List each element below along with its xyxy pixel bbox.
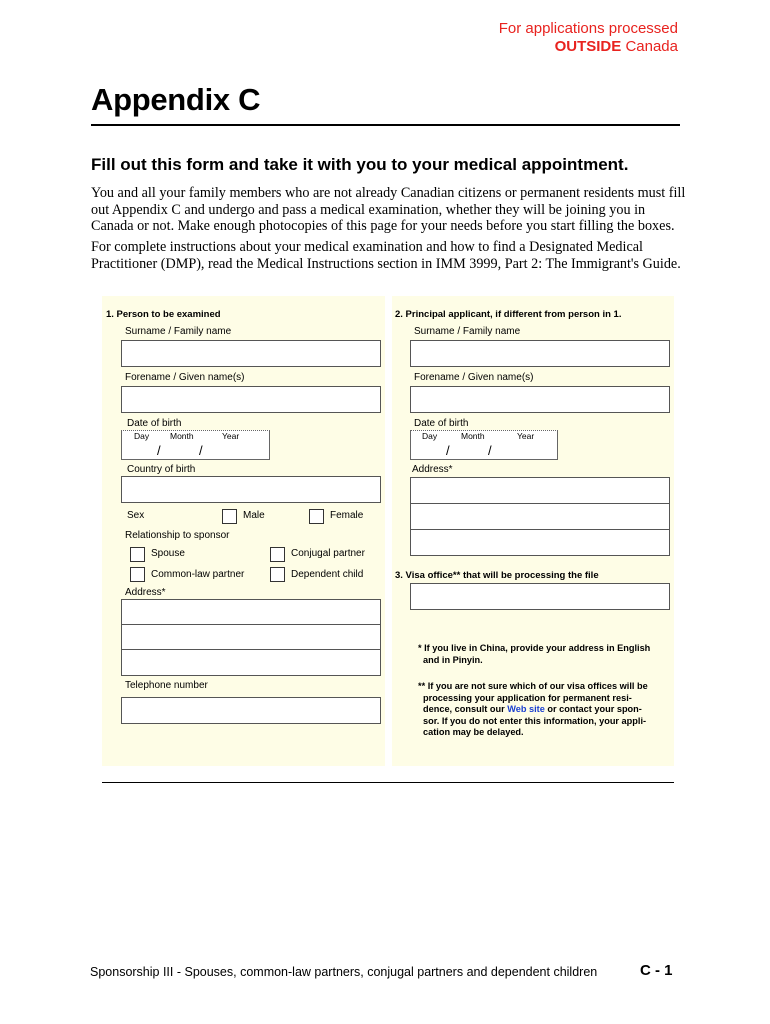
- dob-year-label: Year: [222, 431, 240, 441]
- male-label: Male: [243, 510, 265, 521]
- processing-note: [499, 20, 678, 56]
- china-address-note: [418, 643, 673, 666]
- dob-label: Date of birth: [127, 418, 182, 429]
- dob-day-label: Day: [134, 431, 150, 441]
- section-1-title: 1. Person to be examined: [106, 309, 221, 320]
- visa-office-input[interactable]: [410, 583, 670, 610]
- country-label: Country of birth: [127, 464, 196, 475]
- web-site-link[interactable]: Web site: [507, 704, 545, 714]
- address-label: Address*: [125, 587, 166, 598]
- dependent-checkbox[interactable]: [270, 567, 285, 582]
- instructions-paragraph: For complete instructions about your medical examination and how to find a Designated Medical Practitioner (DMP), read the Medical Instructions section in IMM 3999, Part 2: The Immigrant's Guide.: [91, 239, 681, 272]
- address-line-2[interactable]: [121, 624, 381, 650]
- intro-paragraph: You and all your family members who are not already Canadian citizens or permanent residents must fill out Appendix C and undergo and pass a medical examination, whether they will be joining you in Canada or not. Make enough photocopies of this page for your needs before you start filling the boxes.: [91, 185, 686, 234]
- canada-word: Canada: [621, 38, 678, 55]
- pa-dob-year-label: Year: [517, 431, 535, 441]
- pa-forename-input[interactable]: [410, 386, 670, 413]
- pa-address-label: Address*: [412, 464, 453, 475]
- title-divider: [91, 124, 680, 126]
- common-law-checkbox[interactable]: [130, 567, 145, 582]
- section-3-title: 3. Visa office** that will be processing the file: [395, 570, 599, 581]
- pa-dob-label: Date of birth: [414, 418, 469, 429]
- dependent-label: Dependent child: [291, 569, 364, 580]
- pa-surname-input[interactable]: [410, 340, 670, 367]
- sex-label: Sex: [127, 510, 145, 521]
- spouse-checkbox[interactable]: [130, 547, 145, 562]
- pa-dob-slash-1: /: [446, 443, 450, 458]
- address-line-1[interactable]: [121, 599, 381, 625]
- conjugal-checkbox[interactable]: [270, 547, 285, 562]
- dob-slash-2: /: [199, 443, 203, 458]
- country-input[interactable]: [121, 476, 381, 503]
- pa-forename-label: Forename / Given name(s): [414, 372, 534, 383]
- processing-note-line1: For applications processed: [498, 20, 678, 37]
- surname-input[interactable]: [121, 340, 381, 367]
- conjugal-label: Conjugal partner: [291, 548, 365, 559]
- pa-address-line-1[interactable]: [410, 477, 670, 504]
- telephone-input[interactable]: [121, 697, 381, 724]
- visa-note-line5: cation may be delayed.: [423, 727, 524, 737]
- pa-dob-slash-2: /: [488, 443, 492, 458]
- common-law-label: Common-law partner: [151, 569, 245, 580]
- visa-office-note: [418, 681, 673, 739]
- pa-surname-label: Surname / Family name: [414, 326, 521, 337]
- page-number: C - 1: [640, 962, 673, 979]
- relationship-label: Relationship to sponsor: [125, 530, 230, 541]
- pa-dob-day-label: Day: [422, 431, 438, 441]
- visa-note-line3: [418, 704, 673, 716]
- pa-dob-month-label: Month: [461, 431, 485, 441]
- visa-note-line3-start: dence, consult our: [423, 704, 508, 714]
- male-checkbox[interactable]: [222, 509, 237, 524]
- pa-address-line-2[interactable]: [410, 503, 670, 530]
- dob-month-label: Month: [170, 431, 194, 441]
- visa-note-line2: processing your application for permanent resi-: [423, 692, 632, 703]
- forename-input[interactable]: [121, 386, 381, 413]
- china-note-line2: and in Pinyin.: [423, 654, 483, 665]
- forename-label: Forename / Given name(s): [125, 372, 245, 383]
- female-checkbox[interactable]: [309, 509, 324, 524]
- visa-note-line3-end: or contact your spon-: [544, 704, 642, 714]
- form-bottom-divider: [102, 782, 674, 783]
- surname-label: Surname / Family name: [125, 326, 232, 337]
- visa-note-line4: sor. If you do not enter this information, your appli-: [423, 715, 647, 726]
- processing-note-line2: [499, 38, 678, 56]
- address-line-3[interactable]: [121, 649, 381, 676]
- footer-title: Sponsorship III - Spouses, common-law partners, conjugal partners and dependent children: [90, 965, 598, 979]
- pa-address-line-3[interactable]: [410, 529, 670, 556]
- china-note-line1: * If you live in China, provide your address in English: [418, 643, 651, 653]
- section-2-title: 2. Principal applicant, if different from person in 1.: [395, 309, 622, 320]
- form-subtitle: Fill out this form and take it with you to your medical appointment.: [91, 155, 629, 174]
- visa-note-line1: ** If you are not sure which of our visa offices will be: [418, 681, 648, 691]
- page-title: Appendix C: [91, 82, 261, 117]
- dob-slash-1: /: [157, 443, 161, 458]
- spouse-label: Spouse: [151, 548, 185, 559]
- telephone-label: Telephone number: [125, 680, 208, 691]
- female-label: Female: [330, 510, 364, 521]
- outside-word: OUTSIDE: [554, 38, 622, 55]
